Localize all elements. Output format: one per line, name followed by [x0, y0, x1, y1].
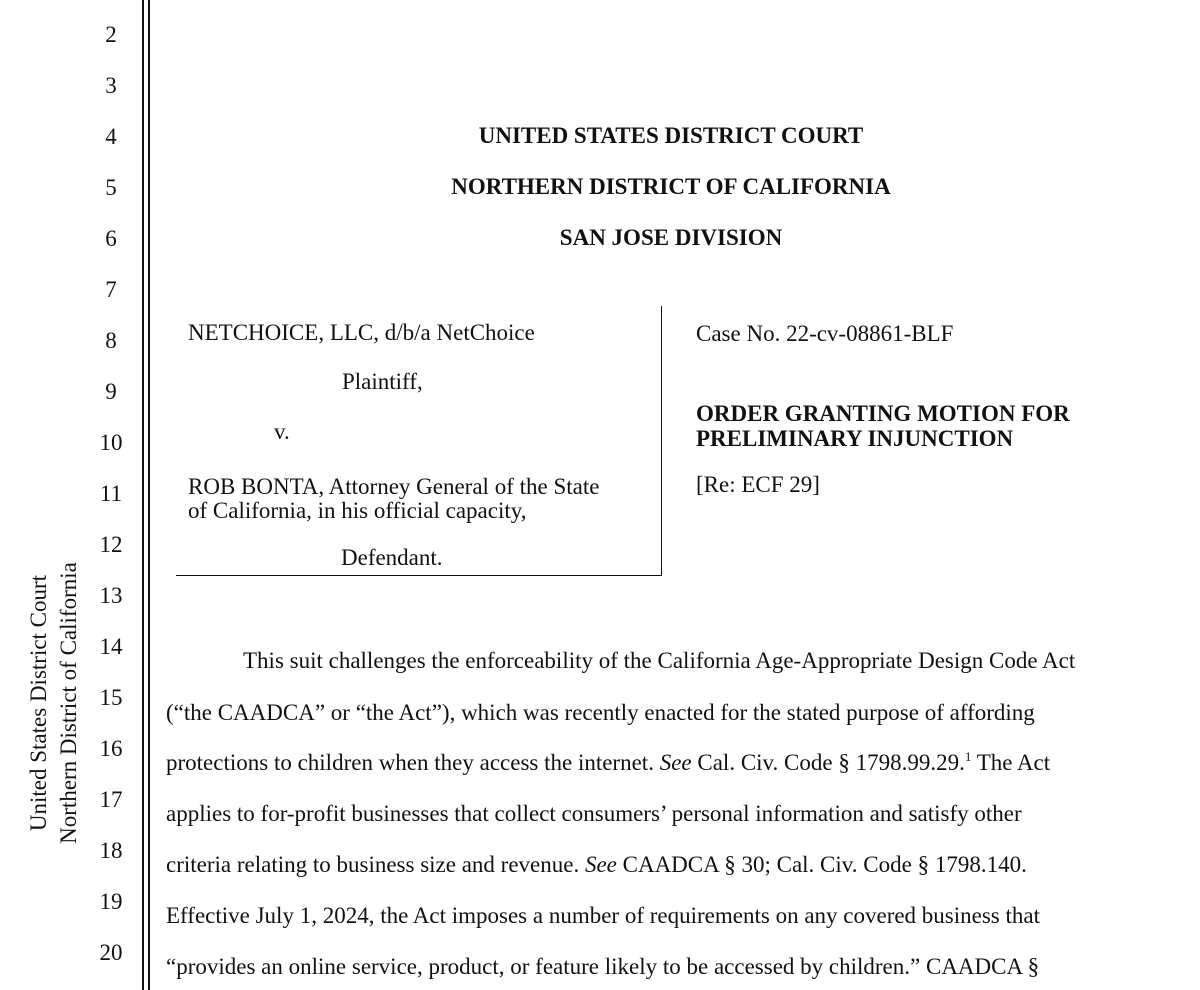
line-number: 13 — [99, 583, 123, 608]
versus-label: v. — [274, 419, 290, 444]
line-number: 5 — [105, 175, 117, 200]
line-number: 20 — [99, 940, 123, 965]
line-number: 12 — [99, 532, 123, 557]
order-title-line-1: ORDER GRANTING MOTION FOR — [696, 401, 1070, 426]
line-number: 3 — [105, 73, 117, 98]
order-title — [696, 401, 1070, 451]
side-caption-line-2: Northern District of California — [56, 562, 81, 844]
footnote-marker[interactable]: 1 — [964, 749, 972, 764]
line-number: 7 — [105, 277, 117, 302]
party-caption-box — [176, 306, 662, 576]
ecf-reference: [Re: ECF 29] — [696, 472, 820, 497]
line-number: 2 — [105, 22, 117, 47]
side-caption-line-1: United States District Court — [26, 574, 51, 832]
line-number: 16 — [99, 736, 123, 761]
body-line-3-citation: Cal. Civ. Code § 1798.99.29. — [691, 750, 965, 775]
body-line-2: (“the CAADCA” or “the Act”), which was recently enacted for the stated purpose of affording — [166, 700, 1035, 725]
body-line-5-citation: CAADCA § 30; Cal. Civ. Code § 1798.140. — [616, 852, 1027, 877]
plaintiff-role: Plaintiff, — [342, 369, 423, 394]
line-number: 11 — [99, 481, 123, 506]
body-line-5-text: criteria relating to business size and revenue. — [166, 852, 585, 877]
body-line-7: “provides an online service, product, or feature likely to be accessed by children.” CAADCA § — [166, 954, 1040, 979]
margin-rule-left — [142, 0, 144, 990]
line-number: 15 — [99, 685, 123, 710]
line-number: 17 — [99, 787, 123, 812]
see-signal: See — [584, 852, 617, 877]
line-number: 18 — [99, 838, 123, 863]
line-number: 6 — [105, 226, 117, 251]
court-district: NORTHERN DISTRICT OF CALIFORNIA — [451, 174, 891, 199]
line-number: 9 — [105, 379, 117, 404]
line-number: 10 — [99, 430, 123, 455]
see-signal: See — [659, 750, 692, 775]
case-number: Case No. 22-cv-08861-BLF — [696, 321, 954, 346]
line-number: 4 — [105, 124, 117, 149]
body-line-3-text: protections to children when they access the internet. — [166, 750, 660, 775]
body-line-6: Effective July 1, 2024, the Act imposes a number of requirements on any covered business that — [166, 903, 1040, 928]
body-line-1: This suit challenges the enforceability of the California Age-Appropriate Design Code Act — [243, 648, 1076, 673]
court-name: UNITED STATES DISTRICT COURT — [478, 123, 864, 148]
defendant-name-line-1: ROB BONTA, Attorney General of the State — [188, 474, 600, 499]
defendant-role: Defendant. — [341, 545, 443, 570]
body-line-4: applies to for-profit businesses that collect consumers’ personal information and satisfy other — [166, 801, 1022, 826]
plaintiff-name: NETCHOICE, LLC, d/b/a NetChoice — [188, 320, 535, 345]
defendant-name-line-2: of California, in his official capacity, — [188, 498, 527, 523]
line-number: 19 — [99, 889, 123, 914]
body-line-3-end: The Act — [971, 750, 1051, 775]
line-number: 14 — [99, 634, 123, 659]
body-line-3 — [166, 750, 1196, 776]
body-line-5 — [166, 852, 1196, 878]
line-number: 8 — [105, 328, 117, 353]
order-title-line-2: PRELIMINARY INJUNCTION — [696, 426, 1014, 451]
court-side-caption — [24, 538, 84, 868]
court-division: SAN JOSE DIVISION — [559, 225, 783, 250]
